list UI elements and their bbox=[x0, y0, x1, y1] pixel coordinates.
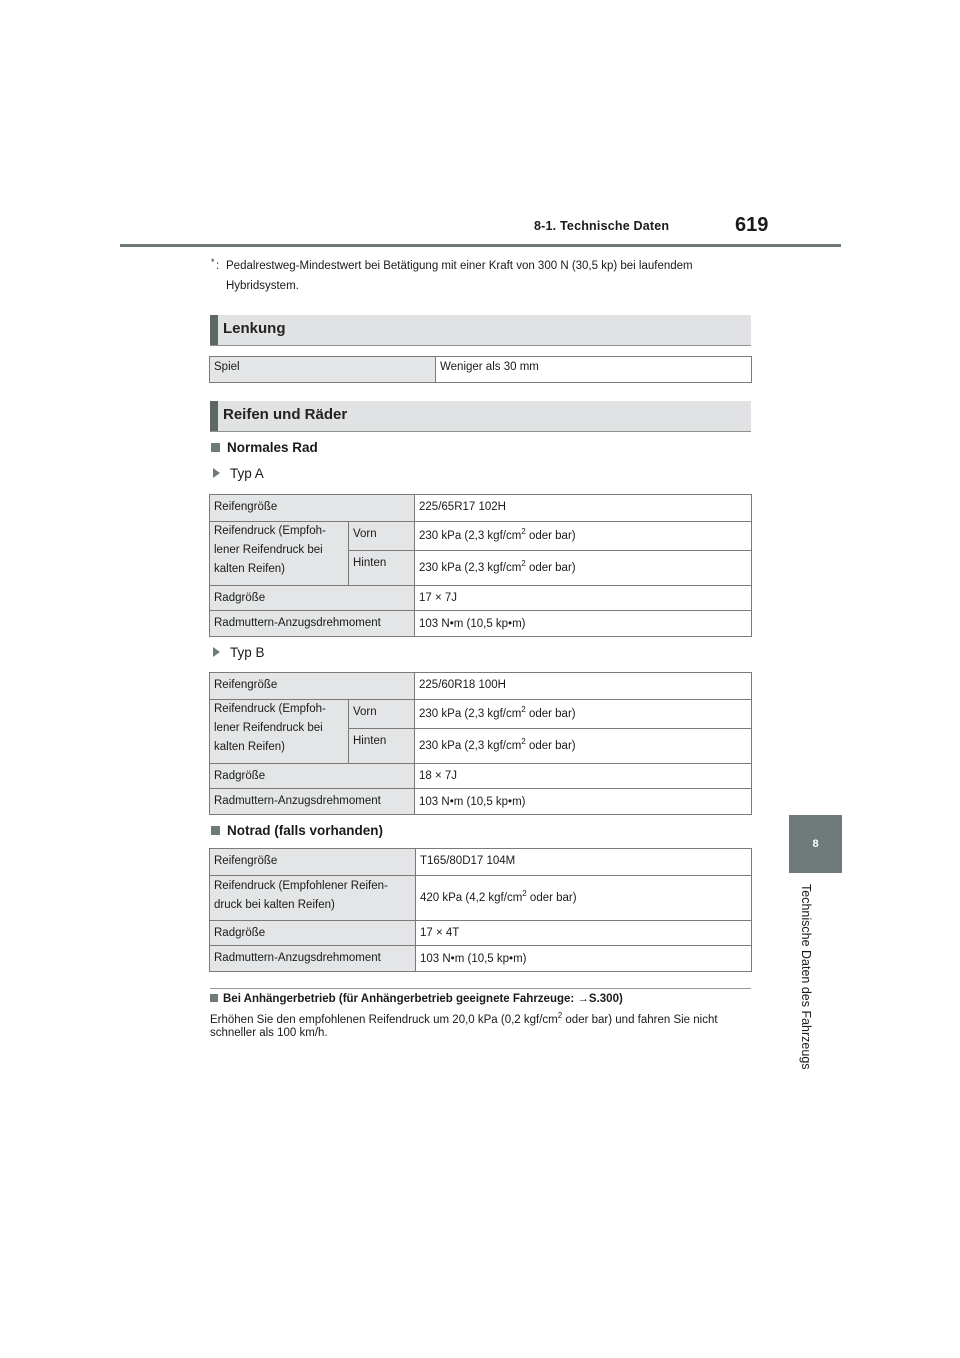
superscript: 2 bbox=[522, 889, 527, 899]
note-body-text-cont: oder bar) und fahren Sie nicht schneller als 100 km/h. bbox=[210, 1014, 718, 1039]
section-heading-reifen bbox=[210, 401, 751, 432]
footnote-colon: : bbox=[216, 260, 220, 272]
label-cell: Reifendruck (Empfoh-lener Reifendruck bei kalten Reifen) bbox=[210, 700, 349, 764]
running-header-section: 8-1. Technische Daten bbox=[534, 219, 670, 233]
section-title: Lenkung bbox=[223, 320, 286, 337]
subheading-text: Notrad (falls vorhanden) bbox=[227, 823, 384, 838]
superscript: 2 bbox=[557, 1011, 563, 1021]
table-row bbox=[210, 789, 752, 815]
subheading-notrad bbox=[211, 823, 383, 838]
value-cell: 18 × 7J bbox=[415, 764, 752, 789]
triangle-bullet-icon bbox=[213, 647, 220, 657]
label-cell: Radmuttern-Anzugsdrehmoment bbox=[210, 789, 415, 815]
value-cell: 103 N•m (10,5 kp•m) bbox=[415, 611, 752, 637]
value-cell bbox=[415, 700, 752, 729]
label-cell: Reifengröße bbox=[210, 495, 415, 522]
footnote-mark: * bbox=[211, 257, 215, 267]
value-cell: 103 N•m (10,5 kp•m) bbox=[416, 946, 752, 972]
footnote bbox=[211, 256, 756, 296]
page-number: 619 bbox=[735, 214, 769, 236]
table-row bbox=[210, 522, 752, 551]
triangle-bullet-icon bbox=[213, 468, 220, 478]
table-row bbox=[210, 700, 752, 729]
value-cell: 225/60R18 100H bbox=[415, 673, 752, 700]
table-row bbox=[210, 764, 752, 789]
typ-a-table bbox=[209, 494, 752, 637]
footnote-text: Pedalrestweg-Mindestwert bei Betätigung mit einer Kraft von 300 N (30,5 kp) bei laufendem Hybridsystem. bbox=[226, 260, 693, 292]
label-cell: Vorn bbox=[349, 522, 415, 551]
lenkung-table bbox=[209, 356, 752, 383]
chapter-tab: 8 bbox=[789, 815, 842, 873]
value-cell bbox=[416, 876, 752, 921]
label-cell: Reifengröße bbox=[210, 849, 416, 876]
section-title: Reifen und Räder bbox=[223, 406, 348, 423]
value-suffix: oder bar) bbox=[525, 708, 576, 720]
label-cell: Reifengröße bbox=[210, 673, 415, 700]
value-text: 230 kPa (2,3 kgf/cm bbox=[419, 562, 522, 574]
table-row bbox=[210, 611, 752, 637]
value-cell bbox=[415, 729, 752, 764]
value-cell: 17 × 4T bbox=[416, 921, 752, 946]
value-suffix: oder bar) bbox=[525, 740, 576, 752]
value-text: 230 kPa (2,3 kgf/cm bbox=[419, 708, 522, 720]
table-row bbox=[210, 357, 752, 383]
value-cell: T165/80D17 104M bbox=[416, 849, 752, 876]
value-cell: 225/65R17 102H bbox=[415, 495, 752, 522]
label-cell: Hinten bbox=[349, 729, 415, 764]
note-body-text: Erhöhen Sie den empfohlenen Reifendruck um 20,0 kPa (0,2 kgf/cm bbox=[210, 1014, 558, 1026]
label-cell: Vorn bbox=[349, 700, 415, 729]
header-rule bbox=[120, 244, 841, 247]
section-heading-lenkung bbox=[210, 315, 751, 346]
superscript: 2 bbox=[521, 559, 526, 569]
label-cell: Reifendruck (Empfoh-lener Reifendruck bei kalten Reifen) bbox=[210, 522, 349, 586]
label-cell: Reifendruck (Empfohlener Reifen-druck bei kalten Reifen) bbox=[210, 876, 416, 921]
typ-b-table bbox=[209, 672, 752, 815]
label-cell: Radgröße bbox=[210, 764, 415, 789]
notrad-table bbox=[209, 848, 752, 972]
value-text: 230 kPa (2,3 kgf/cm bbox=[419, 740, 522, 752]
square-bullet-icon bbox=[211, 826, 220, 835]
note-heading bbox=[210, 993, 623, 1005]
superscript: 2 bbox=[521, 705, 526, 715]
square-bullet-icon bbox=[210, 994, 218, 1002]
chapter-tab-label-text: Technische Daten des Fahrzeugs bbox=[799, 884, 813, 1070]
subheading-text: Typ B bbox=[230, 645, 265, 660]
label-cell: Radgröße bbox=[210, 586, 415, 611]
label-cell: Hinten bbox=[349, 551, 415, 586]
table-row bbox=[210, 673, 752, 700]
subheading-typ-b bbox=[213, 645, 265, 660]
value-suffix: oder bar) bbox=[526, 892, 577, 904]
table-row bbox=[210, 849, 752, 876]
table-row bbox=[210, 586, 752, 611]
subheading-text: Normales Rad bbox=[227, 440, 318, 455]
label-cell: Radmuttern-Anzugsdrehmoment bbox=[210, 611, 415, 637]
note-divider bbox=[210, 988, 751, 989]
table-row bbox=[210, 946, 752, 972]
value-text: 420 kPa (4,2 kgf/cm bbox=[420, 892, 523, 904]
label-cell: Spiel bbox=[210, 357, 436, 383]
chapter-tab-label bbox=[796, 884, 814, 1094]
value-cell: 17 × 7J bbox=[415, 586, 752, 611]
value-suffix: oder bar) bbox=[525, 530, 576, 542]
note-body bbox=[210, 1011, 755, 1040]
superscript: 2 bbox=[521, 527, 526, 537]
table-row bbox=[210, 495, 752, 522]
superscript: 2 bbox=[521, 737, 526, 747]
subheading-normales-rad bbox=[211, 440, 318, 455]
subheading-text: Typ A bbox=[230, 466, 264, 481]
square-bullet-icon bbox=[211, 443, 220, 452]
value-cell bbox=[415, 551, 752, 586]
table-row bbox=[210, 921, 752, 946]
value-cell: Weniger als 30 mm bbox=[436, 357, 752, 383]
label-cell: Radmuttern-Anzugsdrehmoment bbox=[210, 946, 416, 972]
note-heading-text: Bei Anhängerbetrieb (für Anhängerbetrieb geeignete Fahrzeuge: →S.300) bbox=[223, 993, 623, 1005]
label-cell: Radgröße bbox=[210, 921, 416, 946]
subheading-typ-a bbox=[213, 466, 264, 481]
value-cell: 103 N•m (10,5 kp•m) bbox=[415, 789, 752, 815]
value-suffix: oder bar) bbox=[525, 562, 576, 574]
table-row bbox=[210, 876, 752, 921]
value-text: 230 kPa (2,3 kgf/cm bbox=[419, 530, 522, 542]
value-cell bbox=[415, 522, 752, 551]
